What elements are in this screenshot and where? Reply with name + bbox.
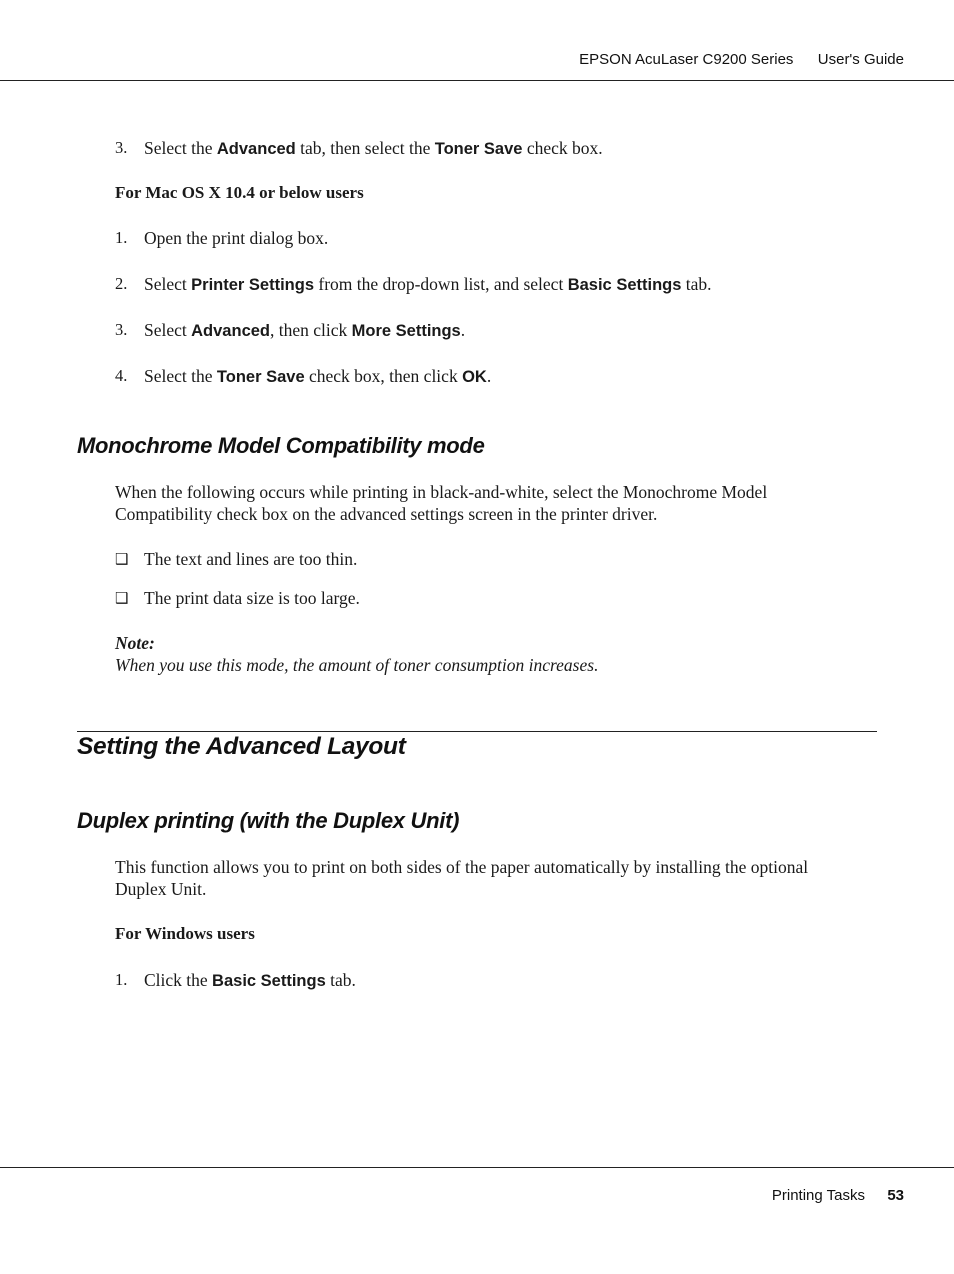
- page-number: 53: [887, 1187, 904, 1204]
- mac-users-heading: For Mac OS X 10.4 or below users: [115, 183, 364, 202]
- monochrome-heading: Monochrome Model Compatibility mode: [77, 433, 485, 458]
- step-text: Select Advanced, then click More Settings.: [144, 320, 466, 340]
- footer-rule: [0, 1167, 954, 1168]
- checkbox-bullet-icon: ❑: [115, 589, 129, 607]
- header-rule: [0, 80, 954, 81]
- running-footer: [772, 1187, 904, 1204]
- note-title: Note:: [115, 633, 155, 653]
- step-number: 2.: [115, 274, 128, 293]
- checkbox-bullet-icon: ❑: [115, 550, 129, 568]
- header-product: EPSON AcuLaser C9200 Series: [579, 51, 794, 68]
- monochrome-paragraph: When the following occurs while printing in black-and-white, select the Monochrome Model Compatibility check box on the advanced settings screen in the printer driver.: [115, 482, 768, 524]
- step-text: Open the print dialog box.: [144, 228, 329, 248]
- header-guide: User's Guide: [817, 51, 904, 68]
- step-number: 1.: [115, 970, 128, 989]
- step-text: Select the Toner Save check box, then click OK.: [144, 366, 492, 386]
- windows-users-heading: For Windows users: [115, 924, 255, 943]
- footer-section: Printing Tasks: [771, 1187, 865, 1204]
- duplex-paragraph: This function allows you to print on both sides of the paper automatically by installing the optional Duplex Unit.: [115, 857, 809, 899]
- step-number: 4.: [115, 366, 128, 385]
- step-number: 1.: [115, 228, 128, 247]
- step-number: 3.: [115, 138, 128, 157]
- step-text: Click the Basic Settings tab.: [144, 970, 356, 990]
- section-rule: [77, 731, 877, 732]
- step-number: 3.: [115, 320, 128, 339]
- step-text: Select Printer Settings from the drop-down list, and select Basic Settings tab.: [144, 274, 712, 294]
- duplex-heading: Duplex printing (with the Duplex Unit): [77, 808, 460, 833]
- note-body: When you use this mode, the amount of toner consumption increases.: [115, 655, 599, 675]
- running-header: [579, 51, 904, 68]
- advanced-layout-heading: Setting the Advanced Layout: [77, 733, 406, 760]
- note: [115, 632, 598, 676]
- step-text: Select the Advanced tab, then select the Toner Save check box.: [144, 138, 603, 158]
